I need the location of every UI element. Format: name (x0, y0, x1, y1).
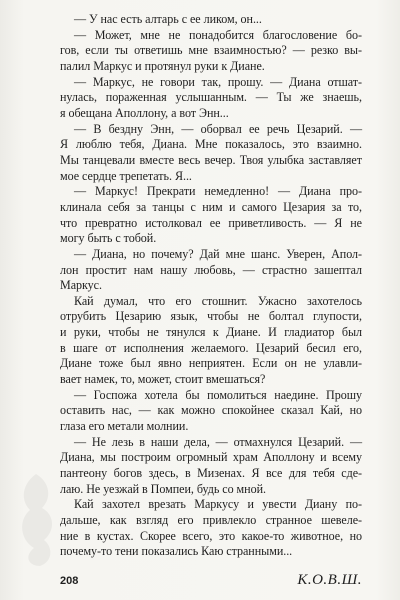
text-line: ние в кустах. Скорее всего, это какое-то животное, но (60, 528, 362, 543)
text-line: нулась, пораженная услышанным. — Ты же знаешь, (60, 90, 362, 105)
text-line: клинала себя за танцы с ним и самого Цезария за то, (60, 199, 362, 214)
text-line: Я люблю тебя, Диана. Мне показалось, это взаимно. (60, 137, 362, 152)
text-line: — Может, мне не понадобится благословение бо- (74, 27, 362, 42)
text-line: лон простит нам нашу любовь, — страстно зашептал (60, 262, 362, 277)
text-line: почему-то тени показались Каю странными... (60, 544, 293, 559)
text-line: вает намек, то, может, стоит вмешаться? (60, 372, 266, 387)
text-line: — Маркус! Прекрати немедленно! — Диана про- (74, 184, 362, 199)
text-line: Диане тоже был явно неприятен. Если он не улавли- (60, 356, 362, 371)
text-line: отрубить Цезарию язык, чтобы не болтал глупости, (60, 309, 362, 324)
watermark-stamp-icon (14, 470, 58, 570)
text-line: лаю. Не уезжай в Помпеи, будь со мной. (60, 481, 266, 496)
text-line: — В бездну Энн, — оборвал ее речь Цезарий. — (74, 121, 362, 136)
author-mark: К.О.В.Ш. (297, 572, 362, 588)
body-text (60, 12, 362, 560)
text-line: дальше, как взгляд его привлекло странное шевеле- (60, 513, 362, 527)
text-line: мое сердце трепетать. Я... (60, 168, 192, 183)
text-line: что превратно истолковал ее приветливость. — Я не (60, 215, 362, 230)
text-line: палил Маркус и протянул руки к Диане. (60, 58, 265, 73)
text-line: в шаге от исполнения желаемого. Цезарий бесил его, (60, 340, 362, 355)
text-line: Кай захотел врезать Маркусу и увести Диану по- (74, 497, 362, 512)
text-line: — Диана, но почему? Дай мне шанс. Уверен, Апол- (74, 246, 362, 261)
text-line: гов, если ты ответишь мне взаимностью? — резко вы- (60, 43, 362, 58)
text-line: глаза его метали молнии. (60, 419, 189, 434)
text-line: я обещана Аполлону, а вот Энн... (60, 105, 229, 120)
text-line: Мы танцевали вместе весь вечер. Твоя улыбка заставляет (60, 152, 362, 167)
text-line: — Не лезь в наши дела, — отмахнулся Цезарий. — (74, 434, 362, 449)
text-line: — Маркус, не говори так, прошу. — Диана отшат- (74, 74, 362, 89)
text-line: — У нас есть алтарь с ее ликом, он... (74, 12, 262, 26)
page-footer (60, 572, 362, 593)
text-line: и руки, чтобы не тянулся к Диане. И гладиатор был (60, 325, 362, 340)
text-line: Диана, мы построим огромный храм Аполлону и всему (60, 450, 362, 465)
text-line: оставить нас, — как можно спокойнее сказал Кай, но (60, 403, 362, 418)
text-line: Кай думал, что его стошнит. Ужасно захотелось (74, 293, 362, 308)
page-number: 208 (60, 575, 79, 587)
text-line: могу быть с тобой. (60, 231, 157, 246)
text-line: пантеону богов здесь, в Мизенах. Я все для тебя сде- (60, 466, 362, 481)
text-line: Маркус. (60, 278, 102, 293)
text-line: — Госпожа хотела бы помолиться наедине. Прошу (74, 387, 362, 402)
